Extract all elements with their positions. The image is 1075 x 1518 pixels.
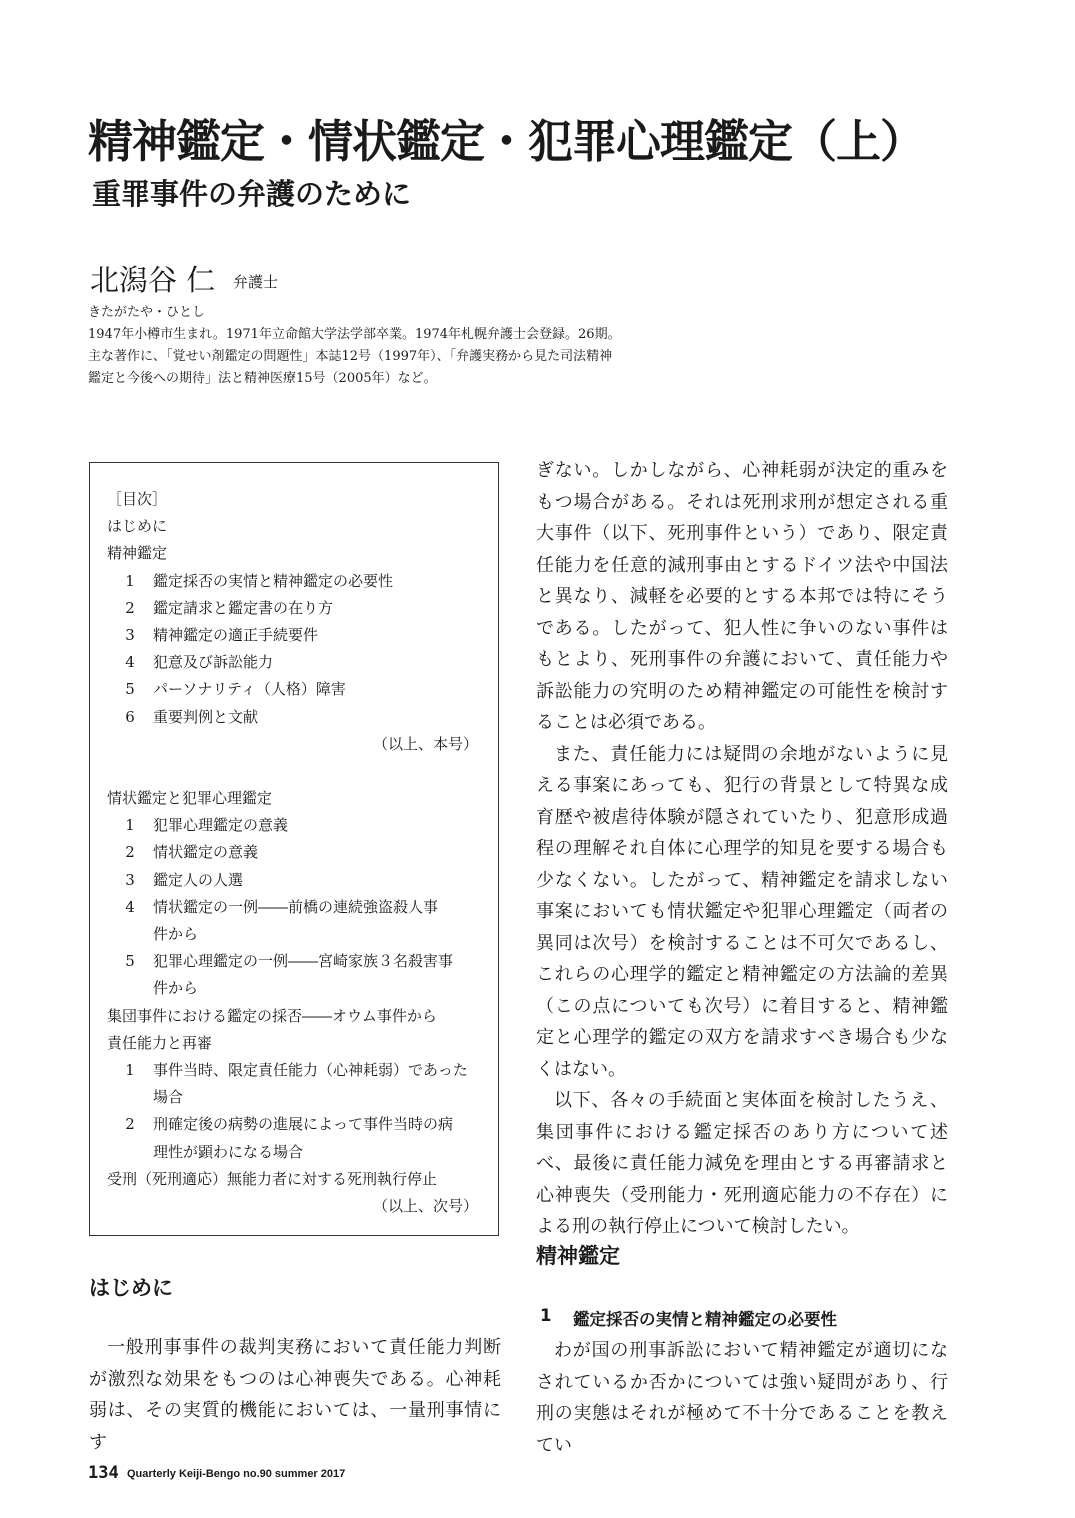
journal-name: Quarterly Keiji-Bengo no.90 summer 2017 <box>127 1468 346 1480</box>
intro-body <box>89 1332 501 1458</box>
toc-item-line: 件から <box>153 979 199 998</box>
toc-item <box>107 839 482 866</box>
toc-item-text <box>153 622 482 649</box>
toc-item <box>107 1111 482 1165</box>
toc-item <box>107 568 482 595</box>
toc-part-title: 責任能力と再審 <box>107 1033 213 1052</box>
toc-item-line: 刑確定後の病勢の進展によって事件当時の病 <box>153 1115 454 1134</box>
toc-item-line: 情状鑑定の意義 <box>153 843 259 862</box>
toc-item-line: 場合 <box>153 1088 184 1107</box>
paragraph: ぎない。しかしながら、心神耗弱が決定的重みをもつ場合がある。それは死刑求刑が想定される重大事件（以下、死刑事件という）であり、限定責任能力を任意的減刑事由とするドイツ法や中国法と異なり、減軽を必要的とする本邦では特にそうである。したがって、犯人性に争いのない事件はもとより、死刑事件の弁護において、責任能力や訴訟能力の究明のため精神鑑定の可能性を検討することは必須である。 <box>536 460 948 733</box>
toc-item <box>107 1057 482 1111</box>
author-reading: きたがたや・ひとし <box>88 305 206 320</box>
toc-item-line: 鑑定採否の実情と精神鑑定の必要性 <box>153 571 394 590</box>
toc-item-line: 鑑定人の人選 <box>153 870 244 889</box>
article-title: 精神鑑定・情状鑑定・犯罪心理鑑定（上） <box>88 115 925 168</box>
toc-item-number: 1 <box>125 816 135 835</box>
toc-item-line: 理性が顕わになる場合 <box>153 1142 304 1161</box>
toc-part-title: 受刑（死刑適応）無能力者に対する死刑執行停止 <box>107 1169 438 1188</box>
toc-item-number: 5 <box>125 952 135 971</box>
toc-item-number: 3 <box>125 626 135 645</box>
toc-note-next-issue: （以上、次号） <box>372 1197 478 1216</box>
subsection-title: 鑑定採否の実情と精神鑑定の必要性 <box>573 1310 837 1329</box>
toc-item-line: 犯意及び訴訟能力 <box>153 653 274 672</box>
section-heading-intro: はじめに <box>89 1276 173 1300</box>
author-bio <box>88 302 688 390</box>
paragraph: 一般刑事事件の裁判実務において責任能力判断が激烈な効果をもつのは心神喪失である。心神耗弱は、その実質的機能においては、一量刑事情にす <box>89 1337 501 1453</box>
article-subtitle: 重罪事件の弁護のために <box>92 177 412 211</box>
author-name: 北潟谷 仁 <box>90 263 216 297</box>
toc-item-line: 犯罪心理鑑定の意義 <box>153 816 289 835</box>
page-number: 134 <box>88 1463 119 1483</box>
toc-item <box>107 948 482 1002</box>
toc-item-line: 事件当時、限定責任能力（心神耗弱）であった <box>153 1061 468 1080</box>
section1-body <box>536 1335 948 1461</box>
paragraph: わが国の刑事訴訟において精神鑑定が適切になされているか否かについては強い疑問があり、行刑の実態はそれが極めて不十分であることを教えてい <box>536 1340 948 1456</box>
table-of-contents <box>89 462 499 1236</box>
toc-item <box>107 676 482 703</box>
toc-item-number: 2 <box>125 1115 135 1134</box>
toc-item-number: 1 <box>125 1061 135 1080</box>
paragraph: 以下、各々の手続面と実体面を検討したうえ、集団事件における鑑定採否のあり方について述べ、最後に責任能力減免を理由とする再審請求と心神喪失（受刑能力・死刑適応能力の不存在）による刑の執行停止について検討したい。 <box>536 1090 948 1237</box>
toc-item-text <box>153 812 482 839</box>
toc-item-text <box>153 1057 482 1111</box>
author-bio-line: 鑑定と今後への期待」法と精神医療15号（2005年）など。 <box>88 371 437 386</box>
section-heading-psychiatric: 精神鑑定 <box>536 1244 620 1268</box>
toc-part1-items <box>107 568 482 731</box>
toc-item-text <box>153 1111 482 1165</box>
toc-part-title: 精神鑑定 <box>107 544 168 563</box>
toc-item-text <box>153 595 482 622</box>
toc-entry-intro: はじめに <box>107 517 168 536</box>
toc-item-line: 犯罪心理鑑定の一例――宮崎家族３名殺害事 <box>153 952 454 971</box>
toc-item-number: 3 <box>125 870 135 889</box>
toc-item-text <box>153 948 482 1002</box>
toc-item-line: 件から <box>153 925 199 944</box>
author-role: 弁護士 <box>233 273 279 291</box>
toc-item-text <box>153 568 482 595</box>
subsection-number: 1 <box>540 1306 552 1325</box>
toc-part-title: 情状鑑定と犯罪心理鑑定 <box>107 789 273 808</box>
toc-item-text <box>153 894 482 948</box>
toc-item-line: 精神鑑定の適正手続要件 <box>153 626 319 645</box>
toc-item <box>107 812 482 839</box>
toc-item-line: 鑑定請求と鑑定書の在り方 <box>153 598 334 617</box>
toc-item-number: 4 <box>125 653 135 672</box>
toc-item-text <box>153 839 482 866</box>
toc-item-number: 4 <box>125 897 135 916</box>
toc-part-title: 集団事件における鑑定の採否――オウム事件から <box>107 1006 437 1025</box>
toc-item-line: 重要判例と文献 <box>153 707 259 726</box>
toc-item-text <box>153 867 482 894</box>
toc-item-number: 5 <box>125 680 135 699</box>
toc-item <box>107 704 482 731</box>
toc-item <box>107 649 482 676</box>
toc-item-number: 1 <box>125 571 135 590</box>
toc-part2-items <box>107 812 482 1002</box>
toc-item-number: 6 <box>125 707 135 726</box>
toc-item-number: 2 <box>125 598 135 617</box>
toc-item-text <box>153 676 482 703</box>
right-column-body <box>536 455 948 1243</box>
toc-item-line: 情状鑑定の一例――前橋の連続強盗殺人事 <box>153 897 439 916</box>
paragraph: また、責任能力には疑問の余地がないように見える事案にあっても、犯行の背景として特異な成育歴や被虐待体験が隠されていたり、犯意形成過程の理解それ自体に心理学的知見を要する場合も少なくない。したがって、精神鑑定を請求しない事案においても情状鑑定や犯罪心理鑑定（両者の異同は次号）を検討することは不可欠であるし、これらの心理学的鑑定と精神鑑定の方法論的差異（この点についても次号）に着目すると、精神鑑定と心理学的鑑定の双方を請求すべき場合も少なくはない。 <box>536 743 948 1080</box>
toc-heading: ［目次］ <box>107 490 168 508</box>
toc-item-text <box>153 649 482 676</box>
toc-note-this-issue: （以上、本号） <box>372 734 478 753</box>
author-bio-line: 主な著作に、「覚せい剤鑑定の問題性」本誌12号（1997年）、「弁護実務から見た司法精神 <box>88 349 613 364</box>
toc-item-number: 2 <box>125 843 135 862</box>
toc-item-line: パーソナリティ（人格）障害 <box>153 680 346 699</box>
toc-item <box>107 595 482 622</box>
toc-part4-items <box>107 1057 482 1166</box>
toc-item <box>107 894 482 948</box>
toc-item <box>107 867 482 894</box>
toc-item <box>107 622 482 649</box>
toc-item-text <box>153 704 482 731</box>
author-bio-line: 1947年小樽市生まれ。1971年立命館大学法学部卒業。1974年札幌弁護士会登録。26期。 <box>88 327 621 342</box>
